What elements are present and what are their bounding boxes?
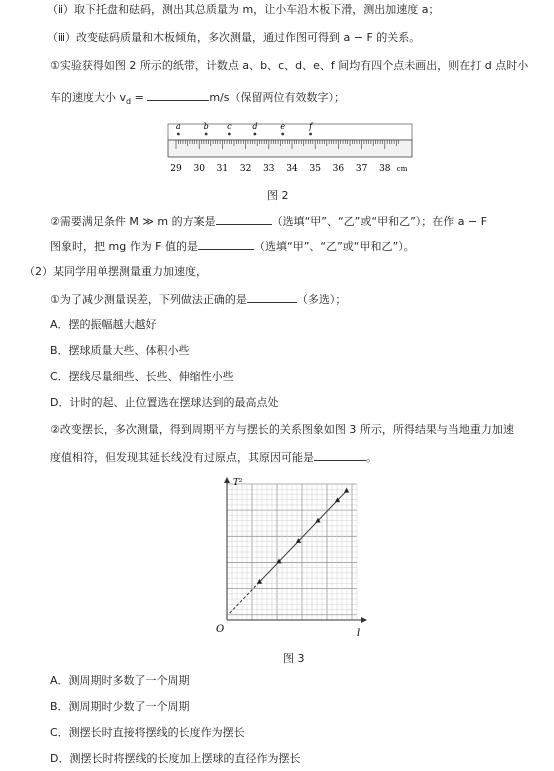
answer-blank-mg[interactable] [198, 237, 254, 250]
q4-option-b[interactable]: B．测周期时少数了一个周期 [50, 700, 190, 713]
answer-blank-velocity[interactable] [147, 88, 209, 101]
q2-graph-line [50, 237, 415, 255]
figure2-tape-ruler [166, 118, 416, 178]
tape-point-label: f [309, 122, 313, 131]
q2-graph-text: 图象时，把 mg 作为 F 值的是 [50, 240, 199, 253]
step-ii-text: （ⅱ）取下托盘和砝码，测出其总质量为 m，让小车沿木板下滑，测出加速度 a； [47, 3, 440, 16]
tape-dot [253, 133, 256, 136]
q3-prompt-text: ①为了减少测量误差，下列做法正确的是 [50, 293, 247, 306]
q1-velocity-line [50, 88, 345, 110]
figure2-caption: 图 2 [267, 189, 289, 202]
answer-blank-reason[interactable] [314, 448, 366, 461]
q3-prompt [50, 290, 346, 308]
extrapolated-line [230, 582, 260, 613]
ruler-number: 30 [193, 164, 205, 174]
period-mark: 。 [366, 451, 377, 464]
data-point [344, 488, 349, 493]
y-axis-label: T² [233, 478, 243, 488]
velocity-subscript: d [126, 97, 132, 107]
ruler-number: 34 [286, 164, 298, 174]
ruler-number: 38 [379, 164, 391, 174]
ruler-number: 37 [355, 164, 368, 174]
q3-option-d[interactable]: D．计时的起、止位置选在摆球达到的最高点处 [50, 396, 279, 409]
q3-option-c[interactable]: C．摆线尽量细些、长些、伸缩性小些 [50, 370, 234, 383]
q4-option-d[interactable]: D．测摆长时将摆线的长度加上摆球的直径作为摆长 [50, 752, 301, 765]
tape-dot [281, 133, 284, 136]
origin-label: O [216, 624, 225, 635]
tape-point-label: b [203, 122, 209, 131]
tape-point-label: d [252, 122, 258, 131]
ruler-number: 32 [239, 164, 252, 174]
tape-dot [309, 133, 312, 136]
ruler-number: 31 [216, 164, 229, 174]
q4-prompt-text: 度值相符，但发现其延长线没有过原点，其原因可能是 [50, 451, 314, 464]
q2-prompt [50, 212, 487, 230]
tape-dot [205, 133, 208, 136]
tape-point-label: e [280, 122, 286, 131]
q1-prompt: ①实验获得如图 2 所示的纸带，计数点 a、b、c、d、e、f 间均有四个点未画出，则在打 d 点时小 [50, 59, 529, 72]
q2-prompt-text: ②需要满足条件 M ≫ m 的方案是 [50, 215, 216, 228]
q4-option-a[interactable]: A．测周期时多数了一个周期 [50, 674, 190, 687]
figure3-caption: 图 3 [283, 652, 305, 665]
ruler-number: 36 [332, 164, 345, 174]
velocity-unit-note: m/s（保留两位有效数字）； [209, 91, 345, 104]
tape-point-label: c [227, 122, 232, 131]
q4-prompt: ②改变摆长，多次测量，得到周期平方与摆长的关系图象如图 3 所示，所得结果与当地重力加速 [50, 423, 514, 436]
tape-point-label: a [175, 122, 181, 131]
q3-option-a[interactable]: A．摆的振幅越大越好 [50, 318, 157, 331]
ruler-number: 29 [170, 164, 182, 174]
q2-options-text: （选填“甲”、“乙”或“甲和乙”）；在作 a − F [271, 215, 488, 228]
figure3-graph [212, 476, 372, 644]
tape-dot [228, 133, 231, 136]
q4-prompt-cont [50, 448, 377, 466]
ruler-unit: cm [396, 165, 408, 173]
ruler-number: 33 [263, 164, 275, 174]
x-axis-label: l [357, 628, 361, 639]
answer-blank-condition[interactable] [216, 212, 272, 225]
tape-dot [177, 133, 180, 136]
answer-blank-multi[interactable] [247, 290, 297, 303]
ruler-number: 35 [309, 164, 321, 174]
velocity-label: 车的速度大小 v [50, 91, 127, 104]
equals-sign: = [131, 91, 148, 104]
step-iii-text: （ⅲ）改变砝码质量和木板倾角，多次测量，通过作图可得到 a − F 的关系。 [47, 31, 421, 44]
q3-option-b[interactable]: B．摆球质量大些、体积小些 [50, 344, 190, 357]
q3-multi-note: （多选）； [296, 293, 347, 306]
part2-heading: （2）某同学用单摆测量重力加速度， [24, 265, 207, 278]
q2-graph-options: （选填“甲”、“乙”或“甲和乙”）。 [254, 240, 415, 253]
q4-option-c[interactable]: C．测摆长时直接将摆线的长度作为摆长 [50, 726, 245, 739]
